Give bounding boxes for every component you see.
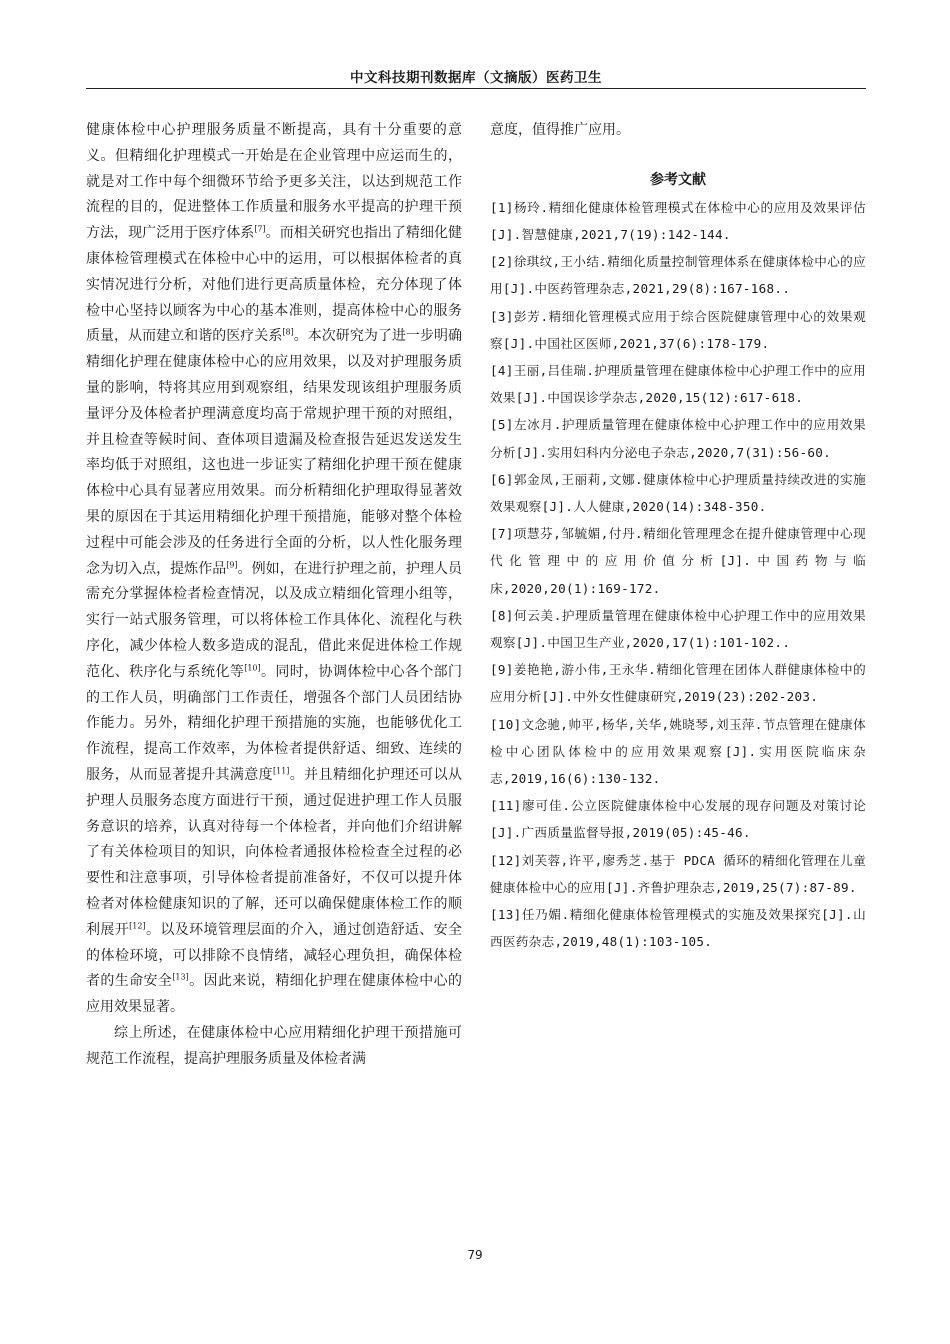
journal-header-title: 中文科技期刊数据库（文摘版）医药卫生 <box>350 70 602 86</box>
paragraph-text: 。因此来说，精细化护理在健康体检中心的应用效果显著。 <box>86 973 463 1016</box>
reference-item: [7]项慧芬,邹毓媚,付丹.精细化管理理念在提升健康管理中心现代化管理中的应用价值分析[J].中国药物与临床,2020,20(1):169-172. <box>490 526 866 596</box>
reference-item: [10]文念驰,帅平,杨华,关华,姚晓琴,刘玉萍.节点管理在健康体检中心团队体检中的应用效果观察[J].实用医院临床杂志,2019,16(6):130-132. <box>490 716 866 787</box>
reference-item: [9]姜艳艳,游小伟,王永华.精细化管理在团体人群健康体检中的应用分析[J].中外女性健康研究,2019(23):202-203. <box>490 662 866 705</box>
body-paragraph-1 <box>86 118 462 1021</box>
citation-10: [10] <box>244 663 261 673</box>
reference-item: [8]何云美.护理质量管理在健康体检中心护理工作中的应用效果观察[J].中国卫生产业,2020,17(1):101-102.. <box>490 607 866 651</box>
citation-11: [11] <box>272 766 290 776</box>
reference-item: [3]彭芳.精细化管理模式应用于综合医院健康管理中心的效果观察[J].中国社区医师,2021,37(6):178-179. <box>490 308 866 351</box>
citation-8: [8] <box>282 327 294 337</box>
paragraph-text: 。而相关研究也指出了精细化健康体检管理模式在体检中心中的运用，可以根据体检者的真实情况进行分析，对他们进行更高质量体检，充分体现了体检中心坚持以顾客为中心的基本准则，提高体检中心的服务质量，从而建立和谐的医疗关系 <box>86 225 463 345</box>
reference-item: [1]杨玲.精细化健康体检管理模式在体检中心的应用及效果评估[J].智慧健康,2021,7(19):142-144. <box>490 199 866 242</box>
page-number: 79 <box>467 1248 483 1262</box>
conclusion-paragraph: 综上所述，在健康体检中心应用精细化护理干预措施可规范工作流程，提高护理服务质量及体检者满 <box>86 1024 462 1067</box>
paragraph-text: 。例如，在进行护理之前，护理人员需充分掌握体检者检查情况，以及成立精细化管理小组等，实行一站式服务管理，可以将体检工作具体化、流程化与秩序化，减少体检人数多造成的混乱，借此来促进体检工作规范化、秩序化与系统化等 <box>86 560 463 680</box>
paragraph-text: 。并且精细化护理还可以从护理人员服务态度方面进行干预，通过促进护理工作人员服务意识的培养，认真对待每一个体检者，并向他们介绍讲解了有关体检项目的知识，向体检者通报体检检查全过程的必要性和注意事项，引导体检者提前准备好，不仅可以提升体检者对体检健康知识的了解，还可以确保健康体检工作的顺利展开 <box>86 766 463 938</box>
reference-item: [12]刘芙蓉,许平,廖秀芝.基于 PDCA 循环的精细化管理在儿童健康体检中心的应用[J].齐鲁护理杂志,2019,25(7):87-89. <box>490 852 866 895</box>
reference-item: [4]王丽,吕佳瑞.护理质量管理在健康体检中心护理工作中的应用效果[J].中国误诊学杂志,2020,15(12):617-618. <box>490 363 866 406</box>
paragraph-text: 。同时，协调体检中心各个部门的工作人员，明确部门工作责任，增强各个部门人员团结协作能力。另外，精细化护理干预措施的实施，也能够优化工作流程，提高工作效率，为体检者提供舒适、细致、连续的服务，从而显著提升其满意度 <box>86 663 463 783</box>
citation-9: [9] <box>226 559 238 569</box>
citation-7: [7] <box>254 224 266 234</box>
paragraph-text: 。以及环境管理层面的介入，通过创造舒适、安全的体检环境，可以排除不良情绪，减轻心理负担，确保体检者的生命安全 <box>86 921 463 990</box>
paragraph-text: 健康体检中心护理服务质量不断提高，具有十分重要的意义。但精细化护理模式一开始是在企业管理中应运而生的，就是对工作中每个细微环节给予更多关注，以达到规范工作流程的目的，促进整体工作质量和服务水平提高的护理干预方法，现广泛用于医疗体系 <box>86 122 462 242</box>
citation-13: [13] <box>172 972 189 982</box>
reference-item: [13]任乃媚.精细化健康体检管理模式的实施及效果探究[J].山西医药杂志,2019,48(1):103-105. <box>490 907 866 950</box>
reference-list <box>490 194 866 956</box>
right-column <box>490 118 866 955</box>
paragraph-text: 。本次研究为了进一步明确精细化护理在健康体检中心的应用效果，以及对护理服务质量的影响，特将其应用到观察组，结果发现该组护理服务质量评分及体检者护理满意度均高于常规护理干预的对照组，并且检查等候时间、查体项目遗漏及检查报告延迟发送发生率均低于对照组，这也进一步证实了精细化护理干预在健康体检中心具有显著应用效果。而分析精细化护理取得显著效果的原因在于其运用精细化护理干预措施，能够对整个体检过程中可能会涉及的任务进行全面的分析，以人性化服务理念为切入点，提炼作品 <box>86 328 463 577</box>
reference-item: [5]左冰月.护理质量管理在健康体检中心护理工作中的应用效果分析[J].实用妇科内分泌电子杂志,2020,7(31):56-60. <box>490 417 866 460</box>
reference-item: [11]廖可佳.公立医院健康体检中心发展的现存问题及对策讨论[J].广西质量监督导报,2019(05):45-46. <box>490 798 866 841</box>
references-heading: 参考文献 <box>650 171 706 188</box>
reference-item: [6]郭金凤,王丽莉,文娜.健康体检中心护理质量持续改进的实施效果观察[J].人人健康,2020(14):348-350. <box>490 471 866 515</box>
header-divider <box>86 88 866 89</box>
citation-12: [12] <box>129 921 146 931</box>
conclusion-continuation: 意度，值得推广应用。 <box>490 122 630 138</box>
left-column <box>86 118 462 1072</box>
reference-item: [2]徐琪纹,王小结.精细化质量控制管理体系在健康体检中心的应用[J].中医药管理杂志,2021,29(8):167-168.. <box>490 254 866 297</box>
